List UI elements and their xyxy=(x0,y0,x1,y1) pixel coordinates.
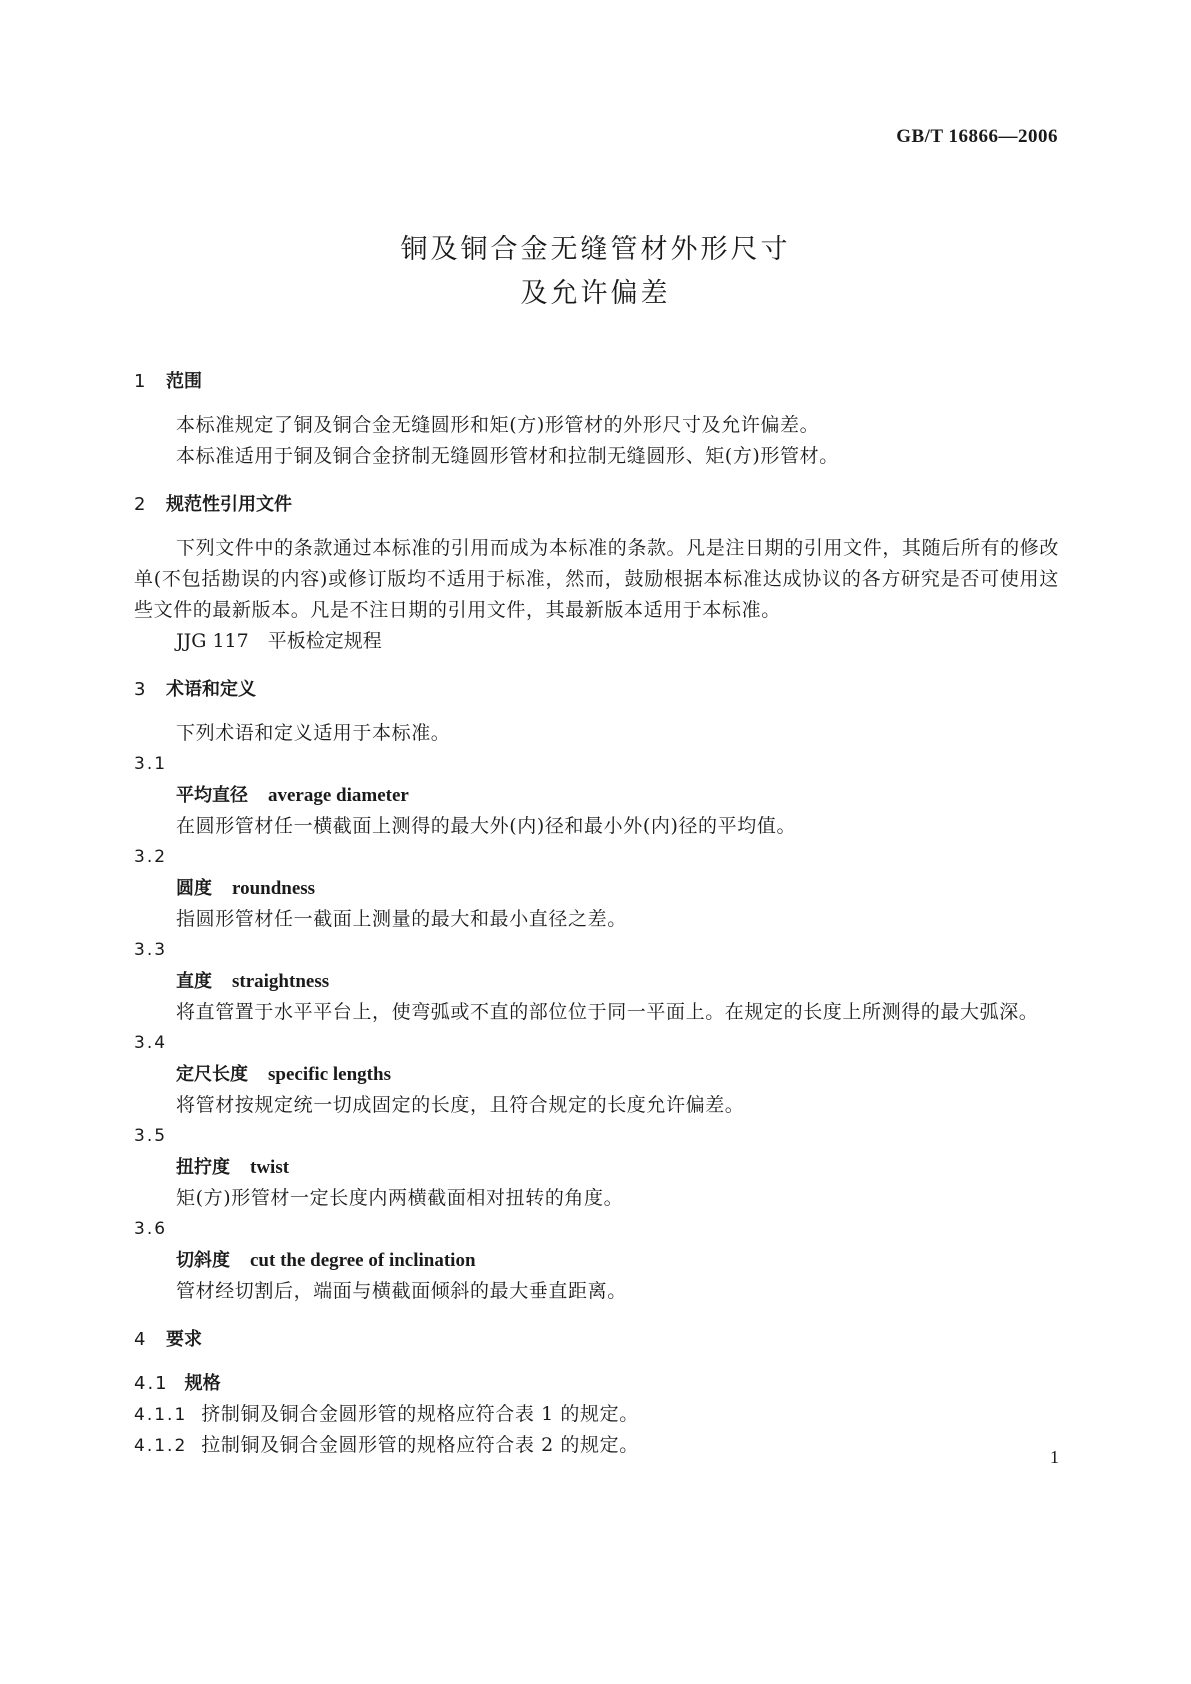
term-definition: 管材经切割后，端面与横截面倾斜的最大垂直距离。 xyxy=(176,1280,627,1302)
term-name xyxy=(134,1152,1059,1183)
clause-item xyxy=(134,1399,1059,1430)
term-zh: 直度 xyxy=(176,971,212,992)
standard-code: GB/T 16866—2006 xyxy=(896,126,1058,147)
term-entry xyxy=(134,749,1059,842)
term-en: average diameter xyxy=(268,785,409,806)
clause-number: 3.4 xyxy=(134,1033,168,1053)
term-name xyxy=(134,780,1059,811)
section-4-heading xyxy=(134,1324,1059,1355)
clause-text: 挤制铜及铜合金圆形管的规格应符合表 1 的规定。 xyxy=(201,1403,639,1425)
clause-number: 3.3 xyxy=(134,940,168,960)
section-title: 规范性引用文件 xyxy=(166,494,292,515)
clause-text: 拉制铜及铜合金圆形管的规格应符合表 2 的规定。 xyxy=(201,1434,639,1456)
term-entry xyxy=(134,935,1059,1028)
term-entry xyxy=(134,842,1059,935)
term-entry xyxy=(134,1121,1059,1214)
term-en: roundness xyxy=(232,878,316,899)
clause-number: 3.6 xyxy=(134,1219,168,1239)
subsection-title: 规格 xyxy=(184,1373,221,1394)
clause-item xyxy=(134,1430,1059,1461)
section-number: 1 xyxy=(134,371,146,392)
document-body xyxy=(134,366,1059,1461)
paragraph: 本标准规定了铜及铜合金无缝圆形和矩(方)形管材的外形尺寸及允许偏差。 xyxy=(176,414,820,436)
section-title: 范围 xyxy=(166,371,202,392)
term-entry xyxy=(134,1214,1059,1307)
subsection-number: 4.1 xyxy=(134,1373,169,1394)
term-name xyxy=(134,1059,1059,1090)
normative-reference: JJG 117 平板检定规程 xyxy=(176,630,382,652)
clause-number: 3.2 xyxy=(134,847,168,867)
term-zh: 定尺长度 xyxy=(176,1064,248,1085)
paragraph: 下列文件中的条款通过本标准的引用而成为本标准的条款。凡是注日期的引用文件，其随后所有的修改单(不包括勘误的内容)或修订版均不适用于标准，然而，鼓励根据本标准达成协议的各方研究是否可使用这些文件的最新版本。凡是不注日期的引用文件，其最新版本适用于本标准。 xyxy=(134,537,1059,621)
term-en: cut the degree of inclination xyxy=(250,1250,476,1271)
term-definition: 将直管置于水平平台上，使弯弧或不直的部位位于同一平面上。在规定的长度上所测得的最大弧深。 xyxy=(176,1001,1039,1023)
term-en: specific lengths xyxy=(268,1064,391,1085)
section-title: 要求 xyxy=(166,1329,202,1350)
term-zh: 圆度 xyxy=(176,878,212,899)
term-en: twist xyxy=(250,1157,290,1178)
section-title: 术语和定义 xyxy=(166,679,256,700)
term-zh: 切斜度 xyxy=(176,1250,230,1271)
term-zh: 扭拧度 xyxy=(176,1157,230,1178)
page-number: 1 xyxy=(1050,1447,1059,1467)
clause-number: 4.1.1 xyxy=(134,1405,188,1425)
section-number: 3 xyxy=(134,679,146,700)
term-name xyxy=(134,966,1059,997)
term-definition: 指圆形管材任一截面上测量的最大和最小直径之差。 xyxy=(176,908,627,930)
term-name xyxy=(134,1245,1059,1276)
paragraph: 本标准适用于铜及铜合金挤制无缝圆形管材和拉制无缝圆形、矩(方)形管材。 xyxy=(176,445,839,467)
term-name xyxy=(134,873,1059,904)
term-definition: 在圆形管材任一横截面上测得的最大外(内)径和最小外(内)径的平均值。 xyxy=(176,815,797,837)
term-entry xyxy=(134,1028,1059,1121)
section-number: 4 xyxy=(134,1329,146,1350)
title-line-1: 铜及铜合金无缝管材外形尺寸 xyxy=(400,234,791,265)
clause-number: 4.1.2 xyxy=(134,1436,188,1456)
paragraph: 下列术语和定义适用于本标准。 xyxy=(176,722,451,744)
term-en: straightness xyxy=(232,971,330,992)
section-1-heading xyxy=(134,366,1059,397)
term-definition: 矩(方)形管材一定长度内两横截面相对扭转的角度。 xyxy=(176,1187,624,1209)
clause-number: 3.1 xyxy=(134,754,168,774)
term-zh: 平均直径 xyxy=(176,785,248,806)
section-2-heading xyxy=(134,489,1059,520)
subsection-heading xyxy=(134,1368,1059,1399)
title-line-2: 及允许偏差 xyxy=(520,278,671,309)
clause-number: 3.5 xyxy=(134,1126,168,1146)
section-number: 2 xyxy=(134,494,146,515)
document-title xyxy=(0,228,1191,316)
section-3-heading xyxy=(134,674,1059,705)
term-definition: 将管材按规定统一切成固定的长度，且符合规定的长度允许偏差。 xyxy=(176,1094,745,1116)
